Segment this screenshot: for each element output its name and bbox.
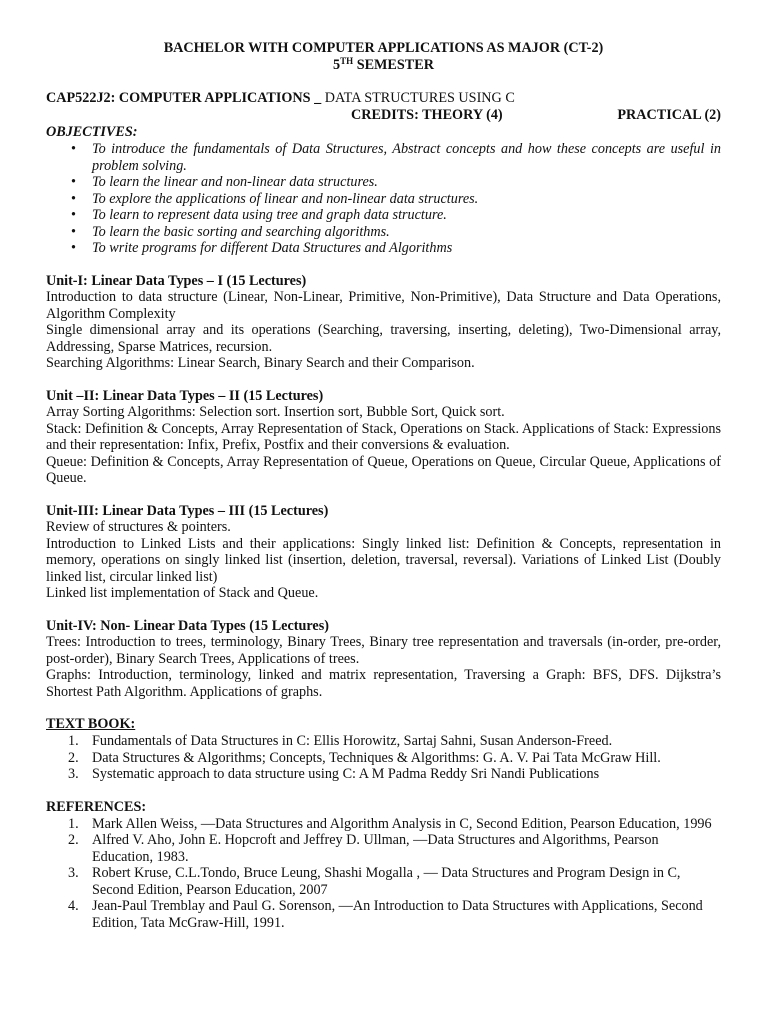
item-text: Robert Kruse, C.L.Tondo, Bruce Leung, Shashi Mogalla , — Data Structures and Program Design in C, Second Edition, Pearson Education, 2007 (92, 865, 681, 898)
references-title: REFERENCES: (46, 798, 147, 815)
item-text: Mark Allen Weiss, —Data Structures and Algorithm Analysis in C, Second Edition, Pearson Education, 1996 (92, 815, 712, 832)
item-number: 1. (68, 815, 79, 832)
reference-item (68, 898, 721, 931)
textbook-item (68, 749, 721, 767)
unit-text: Introduction to data structure (Linear, Non-Linear, Primitive, Non-Primitive), Data Structure and Data Operations, Algorithm Complexity (46, 289, 721, 322)
textbook-item (68, 766, 721, 783)
semester-number: 5 (333, 57, 341, 73)
item-text: Alfred V. Aho, John E. Hopcroft and Jeffrey D. Ullman, —Data Structures and Algorithms, Pearson Education, 1983. (92, 832, 659, 865)
item-text: Jean-Paul Tremblay and Paul G. Sorenson, —An Introduction to Data Structures with Applications, Second Edition, Tata McGraw-Hill, 1991. (92, 898, 703, 931)
textbook-list (46, 733, 721, 783)
objective-item: • To explore the applications of linear and non-linear data structures. (92, 191, 721, 208)
objective-item: • To learn the linear and non-linear data structures. (92, 174, 721, 191)
unit-4 (46, 618, 721, 701)
objectives-list (46, 141, 721, 257)
unit-text: Searching Algorithms: Linear Search, Binary Search and their Comparison. (46, 355, 475, 371)
objective-item: • To write programs for different Data Structures and Algorithms (92, 240, 721, 257)
unit-title: Unit-IV: Non- Linear Data Types (15 Lectures) (46, 617, 329, 634)
unit-title: Unit –II: Linear Data Types – II (15 Lectures) (46, 387, 324, 404)
objectives-title: OBJECTIVES: (46, 124, 138, 140)
reference-item (68, 865, 721, 898)
unit-text: Array Sorting Algorithms: Selection sort. Insertion sort, Bubble Sort, Quick sort. (46, 404, 505, 420)
objective-item: • To learn the basic sorting and searching algorithms. (92, 224, 721, 241)
item-number: 1. (68, 733, 79, 749)
item-number: 2. (68, 832, 79, 848)
objective-item: • To learn to represent data using tree and graph data structure. (92, 207, 721, 224)
item-number: 3. (68, 766, 79, 782)
unit-text: Single dimensional array and its operations (Searching, traversing, inserting, deleting), Two-Dimensional array, Addressing, Sparse Matrices, recursion. (46, 322, 721, 355)
course-heading (46, 90, 721, 107)
semester-superscript: TH (340, 56, 354, 66)
program-title: BACHELOR WITH COMPUTER APPLICATIONS AS MAJOR (CT-2) (163, 40, 604, 56)
item-text: Data Structures & Algorithms; Concepts, Techniques & Algorithms: G. A. V. Pai Tata McGraw Hill. (92, 749, 661, 766)
credits-practical: PRACTICAL (2) (617, 107, 721, 123)
reference-item (68, 832, 721, 865)
unit-1 (46, 273, 721, 372)
syllabus-page (46, 40, 721, 931)
objective-item: • To introduce the fundamentals of Data Structures, Abstract concepts and how these concepts are useful in problem solving. (92, 141, 721, 174)
unit-text: Trees: Introduction to trees, terminology, Binary Trees, Binary tree representation and traversals (in-order, pre-order, post-order), Binary Search Trees, Applications of trees. (46, 634, 721, 667)
unit-text: Queue: Definition & Concepts, Array Representation of Queue, Operations on Queue, Circular Queue, Applications of Queue. (46, 453, 721, 486)
unit-3 (46, 503, 721, 602)
item-number: 3. (68, 865, 79, 881)
credits-row (46, 107, 721, 124)
item-text: Systematic approach to data structure using C: A M Padma Reddy Sri Nandi Publications (92, 766, 600, 782)
unit-2 (46, 388, 721, 487)
unit-text: Stack: Definition & Concepts, Array Representation of Stack, Operations on Stack. Applications of Stack: Expressions and their representation: Infix, Prefix, Postfix and their conversions & evaluation. (46, 420, 721, 453)
reference-item (68, 815, 721, 833)
item-number: 4. (68, 898, 79, 914)
course-name: DATA STRUCTURES USING C (321, 90, 515, 106)
unit-text: Linked list implementation of Stack and Queue. (46, 585, 319, 601)
unit-title: Unit-III: Linear Data Types – III (15 Lectures) (46, 502, 329, 519)
references-list (46, 816, 721, 932)
unit-title: Unit-I: Linear Data Types – I (15 Lectures) (46, 272, 307, 289)
unit-text: Review of structures & pointers. (46, 519, 231, 535)
semester-title (46, 57, 721, 74)
item-text: Fundamentals of Data Structures in C: Ellis Horowitz, Sartaj Sahni, Susan Anderson-Freed. (92, 733, 613, 749)
item-number: 2. (68, 749, 79, 766)
textbook-item (68, 733, 721, 750)
semester-label: SEMESTER (353, 57, 434, 73)
textbook-title: TEXT BOOK: (46, 716, 136, 732)
unit-text: Graphs: Introduction, terminology, linked and matrix representation, Traversing a Graph: BFS, DFS. Dijkstra’s Shortest Path Algorithm. Applications of graphs. (46, 667, 721, 700)
course-code: CAP522J2: COMPUTER APPLICATIONS _ (46, 90, 322, 106)
credits-theory: CREDITS: THEORY (4) (351, 107, 503, 123)
unit-text: Introduction to Linked Lists and their applications: Singly linked list: Definition & Concepts, representation in memory, operations on singly linked list (insertion, deletion, traversal, reversal). Variations of Linked List (Doubly linked list, circular linked list) (46, 535, 721, 585)
